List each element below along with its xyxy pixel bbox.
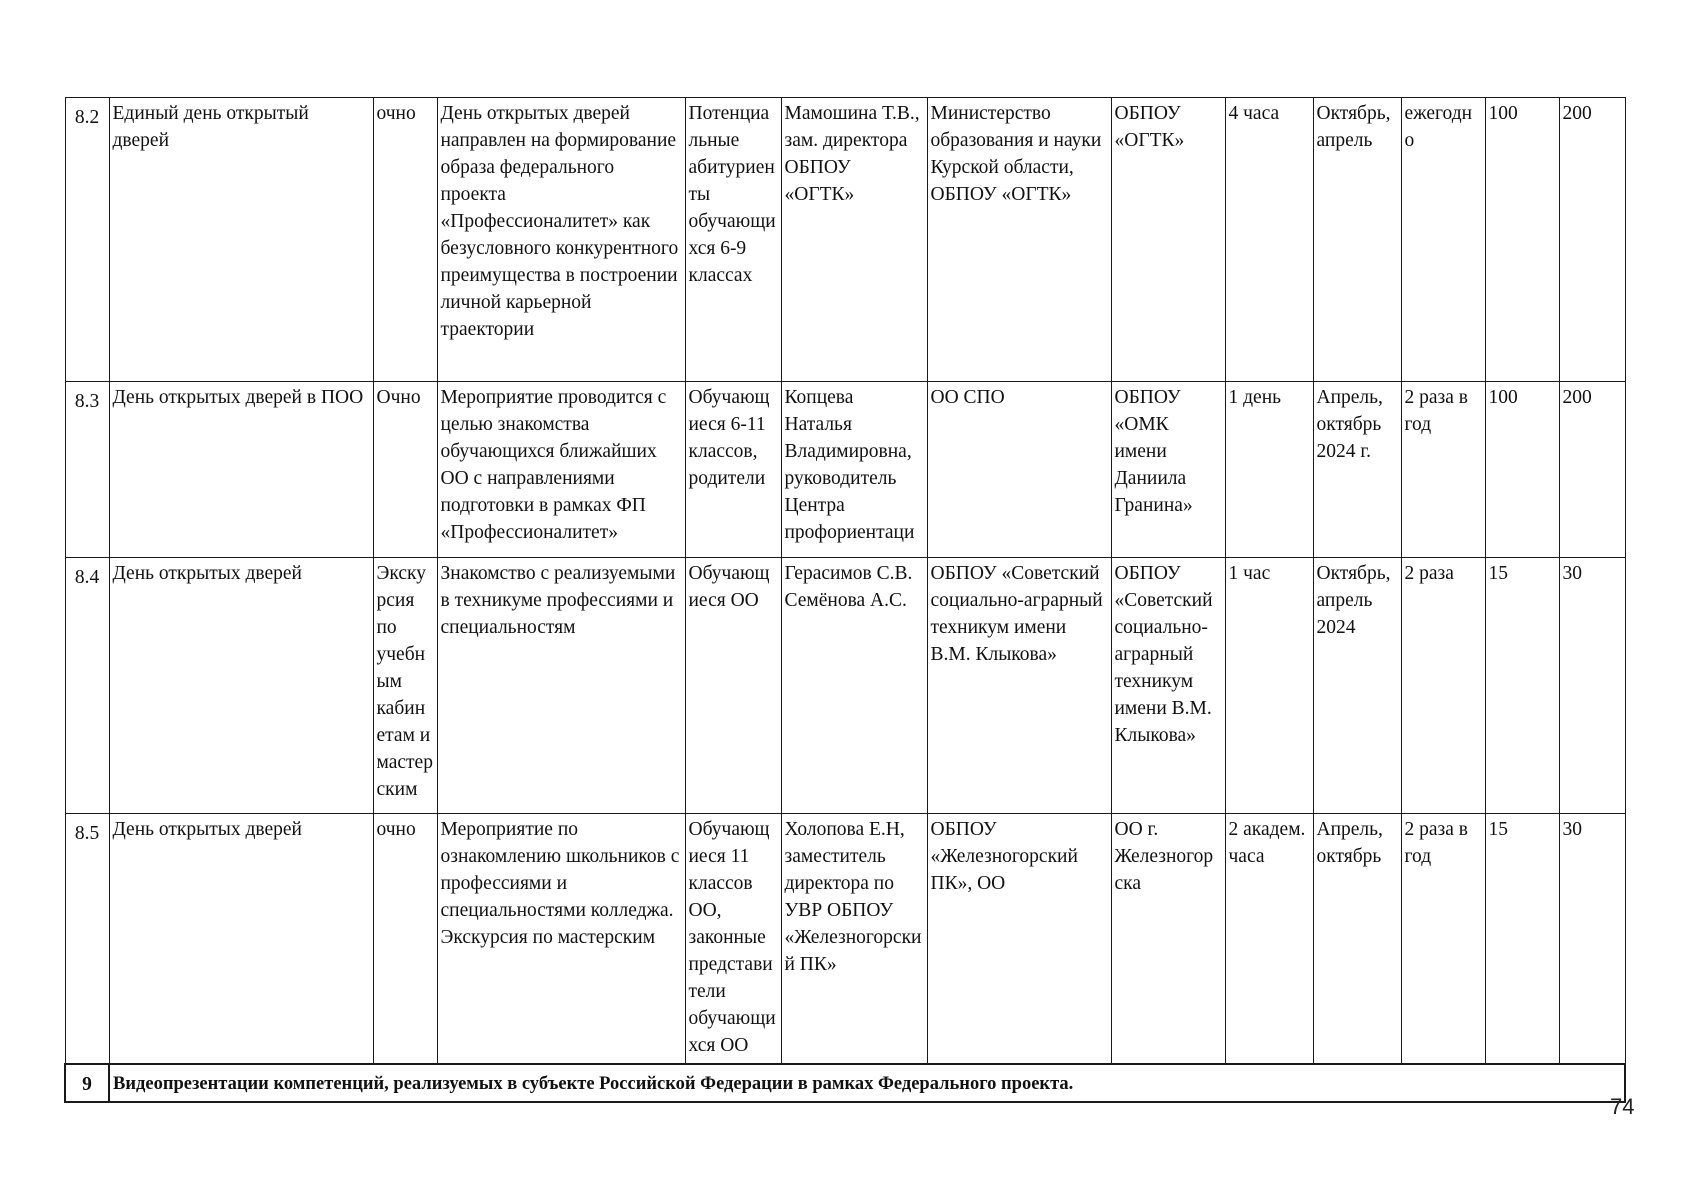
participants-count-1: 15 — [1485, 558, 1559, 814]
section-number: 9 — [65, 1064, 109, 1102]
table-row — [65, 814, 1625, 1065]
events-table — [64, 97, 1626, 1103]
participants-count-2: 30 — [1559, 558, 1625, 814]
event-frequency: ежегодно — [1401, 98, 1485, 382]
event-name: Единый день открытый дверей — [109, 98, 373, 382]
table-row — [65, 98, 1625, 382]
event-frequency: 2 раза в год — [1401, 382, 1485, 558]
event-responsible: Герасимов С.В. Семёнова А.С. — [781, 558, 927, 814]
row-number: 8.4 — [65, 558, 109, 814]
event-organizer: ОО СПО — [927, 382, 1111, 558]
event-format: очно — [373, 98, 437, 382]
participants-count-1: 15 — [1485, 814, 1559, 1065]
event-dates: Апрель, октябрь 2024 г. — [1313, 382, 1401, 558]
event-frequency: 2 раза в год — [1401, 814, 1485, 1065]
event-frequency: 2 раза — [1401, 558, 1485, 814]
event-description: Мероприятие проводится с целью знакомства обучающихся ближайших ОО с направлениями подготовки в рамках ФП «Профессионалитет» — [437, 382, 685, 558]
event-organizer: ОБПОУ «Советский социально-аграрный техникум имени В.М. Клыкова» — [927, 558, 1111, 814]
event-responsible: Мамошина Т.В., зам. директора ОБПОУ «ОГТК» — [781, 98, 927, 382]
row-number: 8.3 — [65, 382, 109, 558]
row-number: 8.5 — [65, 814, 109, 1065]
table-row — [65, 558, 1625, 814]
event-duration: 2 академ. часа — [1225, 814, 1313, 1065]
event-duration: 1 час — [1225, 558, 1313, 814]
event-format: Очно — [373, 382, 437, 558]
participants-count-2: 30 — [1559, 814, 1625, 1065]
event-name: День открытых дверей — [109, 558, 373, 814]
table-row — [65, 382, 1625, 558]
event-format: очно — [373, 814, 437, 1065]
row-number: 8.2 — [65, 98, 109, 382]
page-number: 74 — [1610, 1094, 1635, 1119]
event-description: Мероприятие по ознакомлению школьников с профессиями и специальностями колледжа. Экскурсия по мастерским — [437, 814, 685, 1065]
event-name: День открытых дверей в ПОО — [109, 382, 373, 558]
event-venue: ОО г. Железногорска — [1111, 814, 1225, 1065]
participants-count-2: 200 — [1559, 98, 1625, 382]
event-venue: ОБПОУ «Советский социально-аграрный техникум имени В.М. Клыкова» — [1111, 558, 1225, 814]
event-organizer: Министерство образования и науки Курской области, ОБПОУ «ОГТК» — [927, 98, 1111, 382]
event-audience: Обучающиеся 11 классов ОО, законные представители обучающихся ОО — [685, 814, 781, 1065]
section-title: Видеопрезентации компетенций, реализуемых в субъекте Российской Федерации в рамках Федерального проекта. — [109, 1064, 1625, 1102]
event-audience: Обучающиеся 6-11 классов, родители — [685, 382, 781, 558]
event-dates: Октябрь, апрель 2024 — [1313, 558, 1401, 814]
event-dates: Апрель, октябрь — [1313, 814, 1401, 1065]
event-format: Экскурсия по учебным кабинетам и мастерским — [373, 558, 437, 814]
participants-count-1: 100 — [1485, 98, 1559, 382]
section-row — [65, 1064, 1625, 1102]
participants-count-2: 200 — [1559, 382, 1625, 558]
participants-count-1: 100 — [1485, 382, 1559, 558]
event-audience: Обучающиеся ОО — [685, 558, 781, 814]
event-responsible: Холопова Е.Н, заместитель директора по УВР ОБПОУ «Железногорский ПК» — [781, 814, 927, 1065]
event-responsible: Копцева Наталья Владимировна, руководитель Центра профориентаци — [781, 382, 927, 558]
event-duration: 1 день — [1225, 382, 1313, 558]
event-venue: ОБПОУ «ОГТК» — [1111, 98, 1225, 382]
event-venue: ОБПОУ «ОМК имени Даниила Гранина» — [1111, 382, 1225, 558]
event-description: День открытых дверей направлен на формирование образа федерального проекта «Профессионалитет» как безусловного конкурентного преимущества в построении личной карьерной траектории — [437, 98, 685, 382]
event-dates: Октябрь, апрель — [1313, 98, 1401, 382]
event-audience: Потенциальные абитуриенты обучающихся 6-9 классах — [685, 98, 781, 382]
event-duration: 4 часа — [1225, 98, 1313, 382]
event-organizer: ОБПОУ «Железногорский ПК», ОО — [927, 814, 1111, 1065]
event-name: День открытых дверей — [109, 814, 373, 1065]
event-description: Знакомство с реализуемыми в техникуме профессиями и специальностям — [437, 558, 685, 814]
